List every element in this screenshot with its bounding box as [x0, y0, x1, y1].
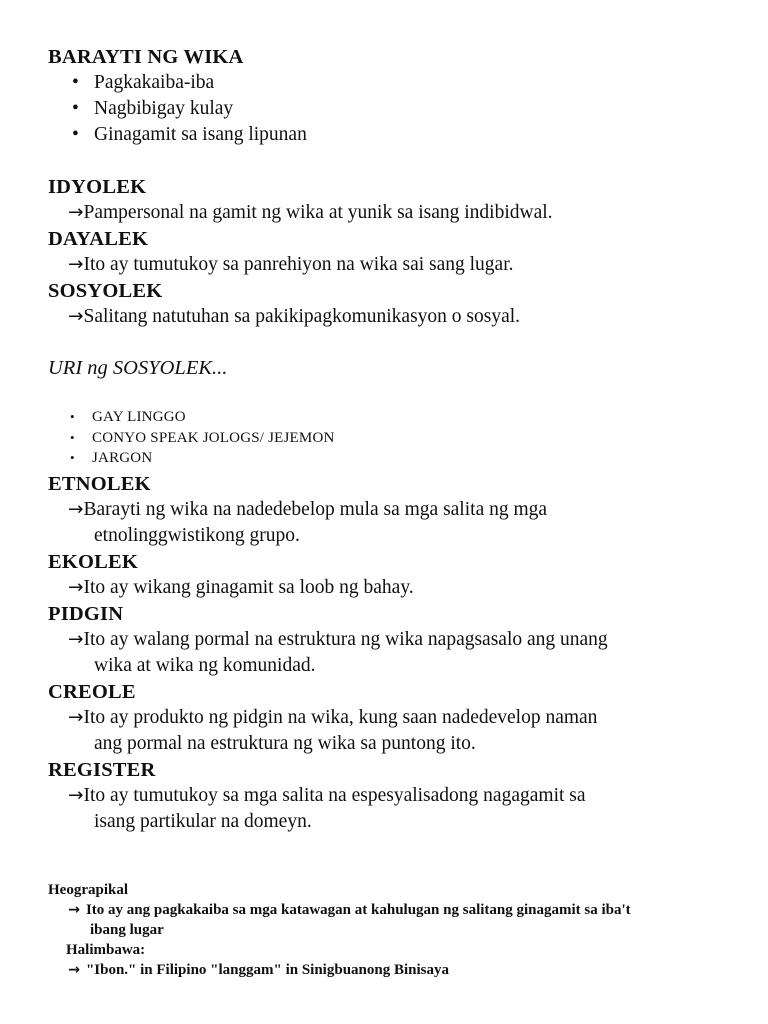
section-heading: REGISTER	[48, 758, 156, 781]
arrow-icon: →	[68, 784, 84, 806]
list-item	[48, 122, 728, 148]
bullet-icon: •	[72, 98, 79, 119]
sosyolek-types-list	[48, 407, 728, 469]
definition-text: Ito ay tumutukoy sa panrehiyon na wika sai sang lugar.	[83, 254, 514, 275]
intro-bullet-list	[48, 70, 728, 148]
bullet-text: Pagkakaiba-iba	[94, 72, 215, 93]
arrow-item	[48, 705, 728, 757]
definition-text: Ito ay wikang ginagamit sa loob ng bahay.	[83, 576, 414, 598]
bullet-text: Nagbibigay kulay	[94, 98, 234, 119]
arrow-icon: →	[68, 254, 84, 275]
definition-text-wrap: wika at wika ng komunidad.	[94, 654, 316, 676]
definition-text: Ito ay produkto ng pidgin na wika, kung saan nadedevelop naman	[83, 706, 598, 728]
bullet-icon: •	[70, 409, 75, 424]
arrow-item	[48, 627, 728, 679]
page-title: BARAYTI NG WIKA	[48, 46, 244, 68]
list-item	[48, 448, 728, 469]
arrow-icon: →	[68, 628, 84, 650]
section-heograpikal	[48, 880, 728, 980]
section-sosyolek	[48, 278, 728, 330]
section-heading: IDYOLEK	[48, 176, 147, 198]
arrow-item	[48, 575, 728, 601]
uri-ng-sosyolek-heading: URI ng SOSYOLEK...	[48, 357, 228, 379]
arrow-icon: →	[68, 202, 84, 223]
example-label: Halimbawa:	[66, 941, 146, 958]
arrow-icon: →	[68, 498, 84, 520]
definition-text: Ito ay ang pagkakaiba sa mga katawagan at kahulugan ng salitang ginagamit sa iba't	[85, 901, 631, 918]
arrow-item	[48, 200, 728, 226]
arrow-item	[48, 304, 728, 330]
footer-heading: Heograpikal	[48, 881, 129, 898]
bullet-icon: •	[70, 429, 75, 445]
bullet-text: GAY LINGGO	[92, 409, 186, 425]
bullet-text: CONYO SPEAK JOLOGS/ JEJEMON	[92, 429, 335, 446]
arrow-icon: →	[68, 961, 80, 978]
list-item	[48, 70, 728, 96]
definition-text: Salitang natutuhan sa pakikipagkomunikasyon o sosyal.	[83, 306, 521, 327]
section-heading: EKOLEK	[48, 550, 139, 573]
definition-text: Ito ay tumutukoy sa mga salita na espesyalisadong nagagamit sa	[83, 784, 586, 806]
arrow-item	[48, 252, 728, 278]
definition-text: Barayti ng wika na nadedebelop mula sa mga salita ng mga	[83, 498, 548, 520]
arrow-icon: →	[68, 576, 84, 598]
definition-text: Pampersonal na gamit ng wika at yunik sa isang indibidwal.	[83, 202, 553, 223]
bullet-text: Ginagamit sa isang lipunan	[94, 124, 307, 145]
bullet-icon: •	[70, 450, 75, 465]
definition-text-wrap: ibang lugar	[90, 921, 164, 938]
definition-text-wrap: isang partikular na domeyn.	[94, 810, 312, 832]
bullet-icon: •	[72, 72, 79, 93]
list-item	[48, 96, 728, 122]
definition-text-wrap: etnolinggwistikong grupo.	[94, 524, 300, 546]
section-dayalek	[48, 226, 728, 278]
bullet-icon: •	[72, 124, 79, 145]
section-heading: ETNOLEK	[48, 472, 151, 495]
section-heading: CREOLE	[48, 680, 136, 703]
section-idyolek	[48, 174, 728, 226]
definition-text-wrap: ang pormal na estruktura ng wika sa puntong ito.	[94, 732, 476, 754]
section-heading: PIDGIN	[48, 602, 124, 625]
definition-text: Ito ay walang pormal na estruktura ng wika napagsasalo ang unang	[83, 628, 608, 650]
arrow-item	[48, 497, 728, 549]
section-creole	[48, 679, 728, 757]
section-etnolek	[48, 471, 728, 549]
section-heading: SOSYOLEK	[48, 280, 163, 302]
list-item	[48, 407, 728, 428]
arrow-icon: →	[68, 306, 84, 327]
section-heading: DAYALEK	[48, 228, 149, 250]
arrow-icon: →	[68, 901, 80, 918]
arrow-icon: →	[68, 706, 84, 728]
arrow-item	[48, 900, 728, 920]
arrow-item	[48, 960, 728, 980]
example-text: "Ibon." in Filipino "langgam" in Sinigbuanong Binisaya	[85, 961, 449, 978]
list-item	[48, 428, 728, 449]
bullet-text: JARGON	[92, 450, 153, 466]
section-register	[48, 757, 728, 835]
section-ekolek	[48, 549, 728, 601]
arrow-item	[48, 783, 728, 835]
section-pidgin	[48, 601, 728, 679]
